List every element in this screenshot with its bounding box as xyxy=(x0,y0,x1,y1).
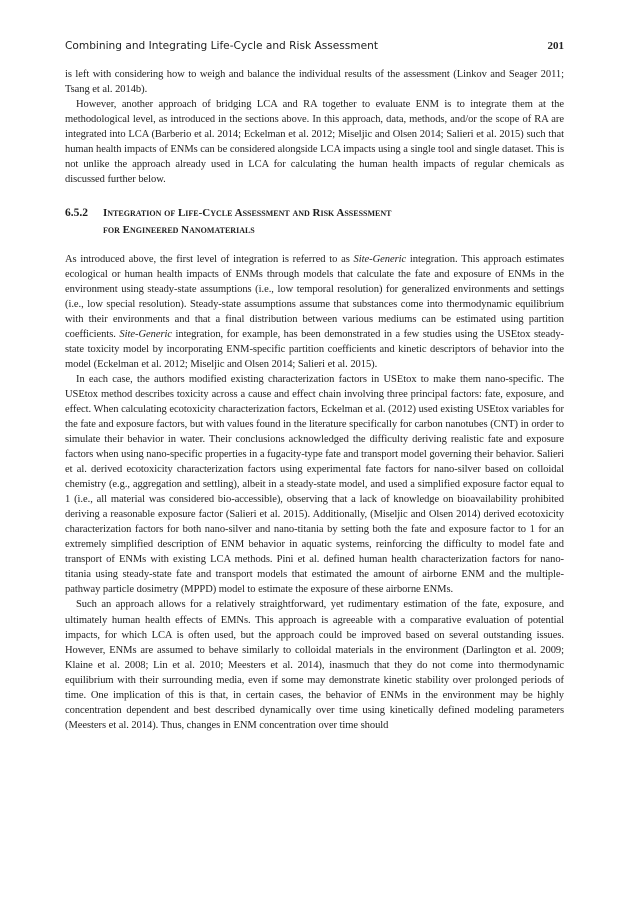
paragraph: Such an approach allows for a relatively straightforward, yet rudimentary estimation of the fate, exposure, and ultimately human health effects of EMNs. This approach is agreeable with a comparative evaluation of potential impacts, for which LCA is often used, but the approach could be improved based on several outstanding issues. However, ENMs are assumed to behave similarly to colloidal materials in the environment (Darlington et al. 2009; Klaine et al. 2008; Lin et al. 2010; Meesters et al. 2014), inasmuch that they do not come into thermodynamic equilibrium with their surrounding media, even if some may demonstrate kinetic stability over prolonged periods of time. One implication of this is that, in certain cases, the behavior of ENMs in the environment may be highly concentration dependent and best described dynamically over time using kinetically defined modeling parameters (Meesters et al. 2014). Thus, changes in ENM concentration over time should xyxy=(65,599,564,731)
section-heading xyxy=(65,205,564,239)
italic-term: Site-Generic xyxy=(353,254,407,266)
paragraph: However, another approach of bridging LCA and RA together to evaluate ENM is to integrate them at the methodological level, as introduced in the sections above. In this approach, data, methods, and/or the scope of RA are integrated into LCA (Barberio et al. 2014; Eckelman et al. 2012; Miseljic and Olsen 2014; Salieri et al. 2015) such that human health impacts of ENMs can be considered alongside LCA impacts using a single tool and single dataset. This is not unlike the approach already used in LCA for calculating the human health impacts of regular chemicals as discussed further below. xyxy=(65,99,564,186)
paragraph-text: integration. This approach estimates ecological or human health impacts of ENMs through models that calculate the fate and exposure of ENMs in the environment using steady-state assumptions (i.e., low temporal resolution) for generalized environments and settings (i.e., low special resolution). Steady-state assumptions assume that substances come into thermodynamic equilibrium with their environments and that a final distribution between various mediums can be estimated using partition coefficients. xyxy=(65,254,564,341)
paragraph: In each case, the authors modified existing characterization factors in USEtox to make them nano-specific. The USEtox method describes toxicity across a cause and effect chain involving three principal factors: fate, exposure, and effect. When calculating ecotoxicity characterization factors, Eckelman et al. (2012) used existing USEtox variables for the fate and exposure factors, but with values found in the literature specifically for carbon nanotubes (CNT) in order to simulate their behavior in water. Their conclusions acknowledged the difficulty deriving realistic fate and exposure factors when using nano-specific properties in a fugacity-type fate and transport model governing their behavior. Salieri et al. derived ecotoxicity characterization factors using experimental fate factors for nano-silver based on colloidal chemistry (e.g., aggregation and settling), albeit in a steady-state model, and used a simplified exposure factor equal to 1 (i.e., all material was considered bio-accessible), observing that a lack of knowledge on bioavailability prohibited deriving a reasonable exposure factor (Salieri et al. 2015). Additionally, (Miseljic and Olsen 2014) derived ecotoxicity characterization factors for both nano-silver and nano-titania by setting both the fate and exposure factor to 1 for an extremely simplified description of ENM behavior in aquatic systems, reinforcing the difficulty to model fate and transport of ENMs with existing LCA methods. Pini et al. defined human health characterization factors for nano-titania using steady-state fate and transport models that estimated the amount of airborne ENM and the multiple-pathway particle dosimetry (MPPD) model to estimate the exposure of these airborne ENMs. xyxy=(65,374,564,596)
paragraph-text: As introduced above, the first level of integration is referred to as xyxy=(65,254,354,266)
section-body xyxy=(65,252,564,733)
section-title-line1: Integration of Life-Cycle Assessment and Risk Assessment xyxy=(103,207,392,220)
running-header xyxy=(65,40,564,52)
page-number: 201 xyxy=(547,40,564,52)
paragraph-text: integration, for example, has been demonstrated in a few studies using the USEtox steady-state toxicity model by incorporating ENM-specific partition coefficients and kinetic descriptors of behavior into the model (Eckelman et al. 2012; Miseljic and Olsen 2014; Salieri et al. 2015). xyxy=(65,329,564,371)
italic-term: Site-Generic xyxy=(119,329,172,341)
section-number: 6.5.2 xyxy=(65,207,88,220)
intro-text xyxy=(65,67,564,187)
running-title: Combining and Integrating Life-Cycle and Risk Assessment xyxy=(65,40,379,52)
section-title-line2: for Engineered Nanomaterials xyxy=(103,224,255,237)
paragraph-continued: is left with considering how to weigh and balance the individual results of the assessment (Linkov and Seager 2011; Tsang et al. 2014b). xyxy=(65,69,564,96)
paragraph xyxy=(65,252,564,372)
